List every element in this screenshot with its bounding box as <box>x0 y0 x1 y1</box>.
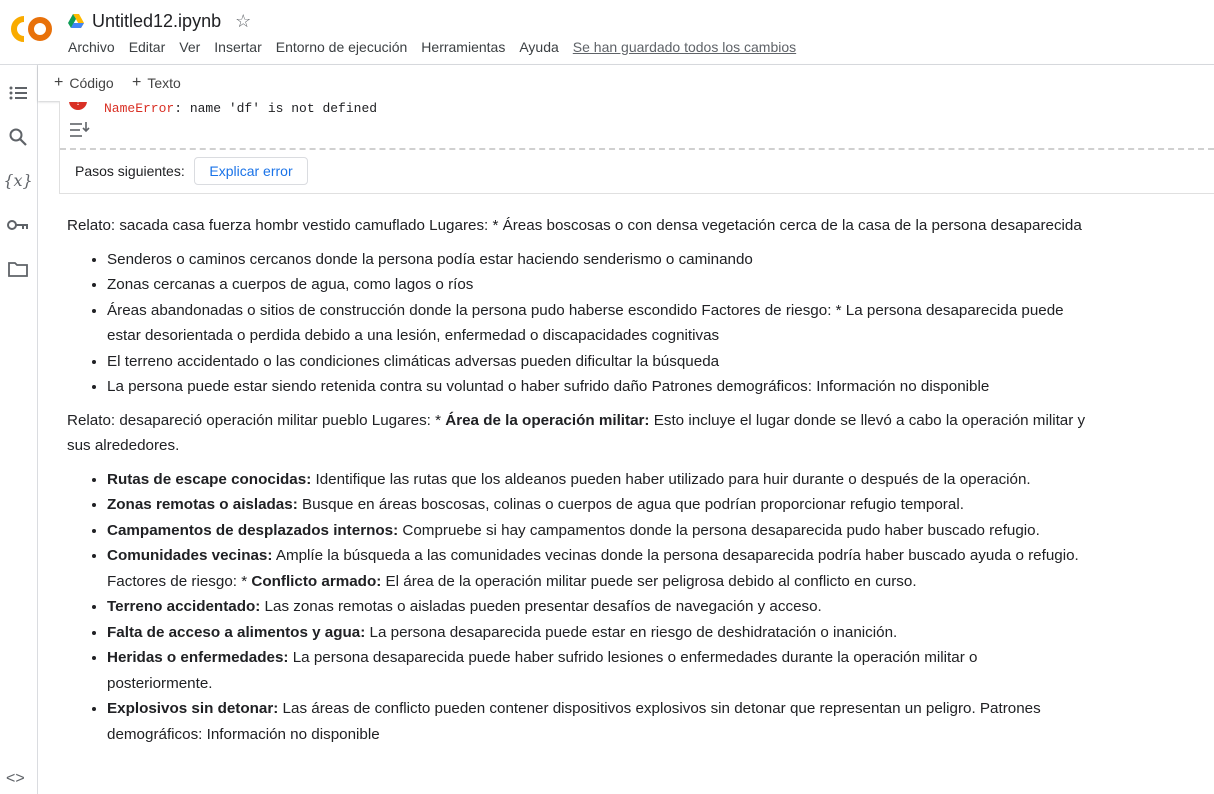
item-text: Busque en áreas boscosas, colinas o cuerpos de agua que podrían proporcionar refugio temporal. <box>297 496 964 513</box>
list-item <box>107 620 1087 646</box>
notebook-title[interactable]: Untitled12.ipynb <box>92 10 222 31</box>
item-heading: Terreno accidentado: <box>107 598 261 615</box>
menu-ver[interactable]: Ver <box>179 39 201 55</box>
list-item: • La persona puede estar siendo retenida contra su voluntad o haber sufrido daño Patrones demográficos: Información no disponible <box>107 374 1087 400</box>
left-sidebar <box>0 65 38 794</box>
list-item <box>107 543 1087 594</box>
add-text-button[interactable] <box>132 74 181 92</box>
list-item: • Áreas abandonadas o sitios de construcción donde la persona pudo haberse escondido Factores de riesgo: * La persona desaparecida puede estar desorientada o perdida debido a una lesión, enfermedad o discapacidades cognitivas <box>107 298 1087 349</box>
list-item: • Zonas cercanas a cuerpos de agua, como lagos o ríos <box>107 272 1087 298</box>
item-heading: Rutas de escape conocidas: <box>107 470 312 488</box>
item-heading: Conflicto armado: <box>251 572 382 590</box>
text-cell[interactable] <box>67 213 1087 755</box>
google-drive-icon <box>68 14 84 28</box>
add-text-label: Texto <box>147 75 181 91</box>
item-heading: Zonas remotas o aisladas: <box>107 496 298 513</box>
item-heading: Heridas o enfermedades: <box>107 649 289 666</box>
add-code-button[interactable] <box>54 74 114 92</box>
menu-archivo[interactable]: Archivo <box>68 39 115 55</box>
item-heading: Explosivos sin detonar: <box>107 700 279 717</box>
item-text: Compruebe si hay campamentos donde la persona desaparecida pudo haber buscado refugio. <box>398 521 1040 539</box>
item-text: Las áreas de conflicto pueden contener dispositivos explosivos sin detonar que representan un peligro. Patrones demográficos: Información no disponible <box>107 700 1041 743</box>
top-header <box>0 0 1214 65</box>
folder-icon[interactable] <box>6 257 30 281</box>
cell-toolbar <box>38 65 1214 101</box>
list-item <box>107 645 1087 696</box>
error-output <box>104 101 377 116</box>
error-message: : name 'df' is not defined <box>174 101 378 116</box>
paragraph-2-intro: Relato: desapareció operación militar pueblo Lugares: * <box>67 411 446 429</box>
item-text: La persona desaparecida puede haber sufrido lesiones o enfermedades durante la operación militar o posteriormente. <box>107 649 978 692</box>
table-of-contents-icon[interactable] <box>6 81 30 105</box>
menu-editar[interactable]: Editar <box>128 39 166 55</box>
list-item <box>107 594 1087 620</box>
paragraph-1: Relato: sacada casa fuerza hombr vestido camuflado Lugares: * Áreas boscosas o con densa vegetación cerca de la casa de la persona desaparecida <box>67 217 1082 234</box>
list-item <box>107 492 1087 518</box>
star-icon[interactable]: ☆ <box>235 10 252 31</box>
add-code-label: Código <box>69 75 114 91</box>
item-text: El área de la operación militar puede ser peligrosa debido al conflicto en curso. <box>381 572 917 590</box>
error-name: NameError <box>104 101 175 116</box>
colab-logo[interactable] <box>10 14 54 44</box>
menu-herramientas[interactable]: Herramientas <box>421 39 506 55</box>
output-options-icon[interactable] <box>68 120 92 140</box>
item-text: Amplíe la búsqueda a las comunidades vecinas donde la persona desaparecida podría haber buscado ayuda o refugio. Factores de riesgo: * <box>107 547 1079 590</box>
saved-status-link[interactable]: Se han guardado todos los cambios <box>572 39 797 55</box>
list-item: • Senderos o caminos cercanos donde la persona podía estar haciendo senderismo o caminando <box>107 247 1087 273</box>
search-icon[interactable] <box>6 125 30 149</box>
list-item <box>107 696 1087 747</box>
secrets-key-icon[interactable] <box>6 213 30 237</box>
item-text: La persona desaparecida puede estar en riesgo de deshidratación o inanición. <box>365 623 898 641</box>
next-steps-label: Pasos siguientes: <box>75 163 185 179</box>
plus-icon: + <box>132 74 142 91</box>
plus-icon: + <box>54 74 64 91</box>
menu-ayuda[interactable]: Ayuda <box>519 39 559 55</box>
list-2 <box>67 467 1087 748</box>
menu-bar <box>68 39 810 55</box>
paragraph-2-rest: Esto incluye el lugar donde se llevó a cabo la operación militar y sus alrededores. <box>67 411 1086 454</box>
list-item <box>107 467 1087 493</box>
list-1 <box>67 247 1087 400</box>
menu-insertar[interactable]: Insertar <box>214 39 262 55</box>
explain-error-button[interactable]: Explicar error <box>194 157 308 185</box>
item-text: Las zonas remotas o aisladas pueden presentar desafíos de navegación y acceso. <box>260 598 822 615</box>
code-snippets-icon[interactable]: <> <box>6 770 25 787</box>
menu-entorno-ejecucion[interactable]: Entorno de ejecución <box>275 39 408 55</box>
list-item <box>107 518 1087 544</box>
item-heading: Falta de acceso a alimentos y agua: <box>107 623 366 641</box>
item-heading: Comunidades vecinas: <box>107 547 273 564</box>
item-text: Identifique las rutas que los aldeanos pueden haber utilizado para huir durante o después de la operación. <box>311 470 1031 488</box>
paragraph-2 <box>67 408 1087 459</box>
paragraph-2-bold: Área de la operación militar: <box>445 411 650 429</box>
variables-icon[interactable]: {x} <box>3 170 33 190</box>
item-heading: Campamentos de desplazados internos: <box>107 521 399 539</box>
output-divider <box>60 148 1214 150</box>
list-item: • El terreno accidentado o las condiciones climáticas adversas pueden dificultar la búsqueda <box>107 349 1087 375</box>
